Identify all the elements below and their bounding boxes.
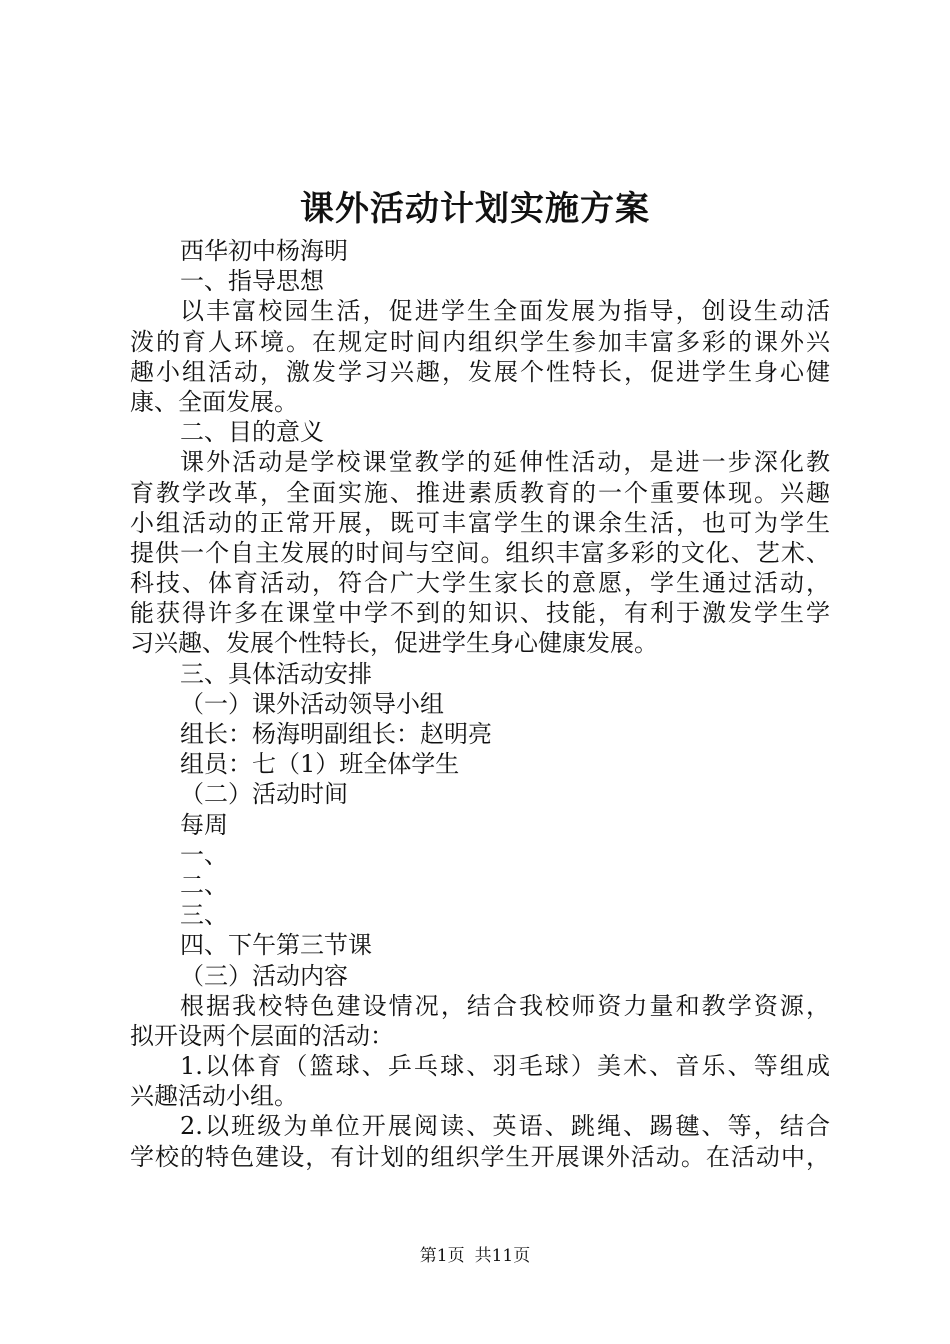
subsection-heading: （三）活动内容: [180, 961, 348, 990]
paragraph-line: 能获得许多在课堂中学不到的知识、技能，有利于激发学生学: [130, 599, 830, 628]
paragraph-line: 每周: [180, 810, 228, 839]
paragraph-line: 四、下午第三节课: [180, 931, 372, 960]
paragraph-line: 康、全面发展。: [130, 387, 298, 416]
paragraph-line: 趣小组活动，激发学习兴趣，发展个性特长，促进学生身心健: [130, 357, 830, 386]
paragraph-line: 拟开设两个层面的活动：: [130, 1021, 394, 1050]
paragraph-line: 小组活动的正常开展，既可丰富学生的课余生活，也可为学生: [130, 508, 830, 537]
subsection-heading: （一）课外活动领导小组: [180, 689, 444, 718]
section-heading: 二、目的意义: [180, 418, 324, 447]
page-total: 共11页: [474, 1246, 531, 1266]
paragraph-line: 以丰富校园生活，促进学生全面发展为指导，创设生动活: [180, 297, 830, 326]
document-title: 课外活动计划实施方案: [300, 189, 650, 229]
section-heading: 三、具体活动安排: [180, 659, 372, 688]
paragraph-line: 科技、体育活动，符合广大学生家长的意愿，学生通过活动，: [130, 569, 830, 598]
paragraph-line: 根据我校特色建设情况，结合我校师资力量和教学资源，: [180, 991, 830, 1020]
author-line: 西华初中杨海明: [180, 237, 348, 265]
paragraph-line: 育教学改革，全面实施、推进素质教育的一个重要体现。兴趣: [130, 478, 830, 507]
paragraph-line: 组员：七（1）班全体学生: [180, 750, 460, 779]
paragraph-line: 习兴趣、发展个性特长，促进学生身心健康发展。: [130, 629, 658, 658]
paragraph-line: 1.以体育（篮球、乒乓球、羽毛球）美术、音乐、等组成: [180, 1052, 830, 1081]
paragraph-line: 课外活动是学校课堂教学的延伸性活动，是进一步深化教: [180, 448, 830, 477]
paragraph-line: 兴趣活动小组。: [130, 1082, 298, 1111]
paragraph-line: 提供一个自主发展的时间与空间。组织丰富多彩的文化、艺术、: [130, 538, 830, 567]
paragraph-line: 组长：杨海明副组长：赵明亮: [180, 720, 492, 748]
paragraph-line: 二、: [180, 870, 228, 899]
page-number: 第1页: [419, 1246, 465, 1266]
paragraph-line: 学校的特色建设，有计划的组织学生开展课外活动。在活动中，: [130, 1142, 830, 1171]
paragraph-line: 2.以班级为单位开展阅读、英语、跳绳、踢毽、等，结合: [180, 1112, 830, 1141]
paragraph-line: 一、: [180, 840, 228, 869]
page-footer: [0, 1244, 950, 1268]
paragraph-line: 三、: [180, 901, 228, 930]
paragraph-line: 泼的育人环境。在规定时间内组织学生参加丰富多彩的课外兴: [130, 327, 830, 356]
document-body: [130, 236, 830, 1172]
section-heading: 一、指导思想: [180, 267, 324, 296]
subsection-heading: （二）活动时间: [180, 780, 348, 809]
